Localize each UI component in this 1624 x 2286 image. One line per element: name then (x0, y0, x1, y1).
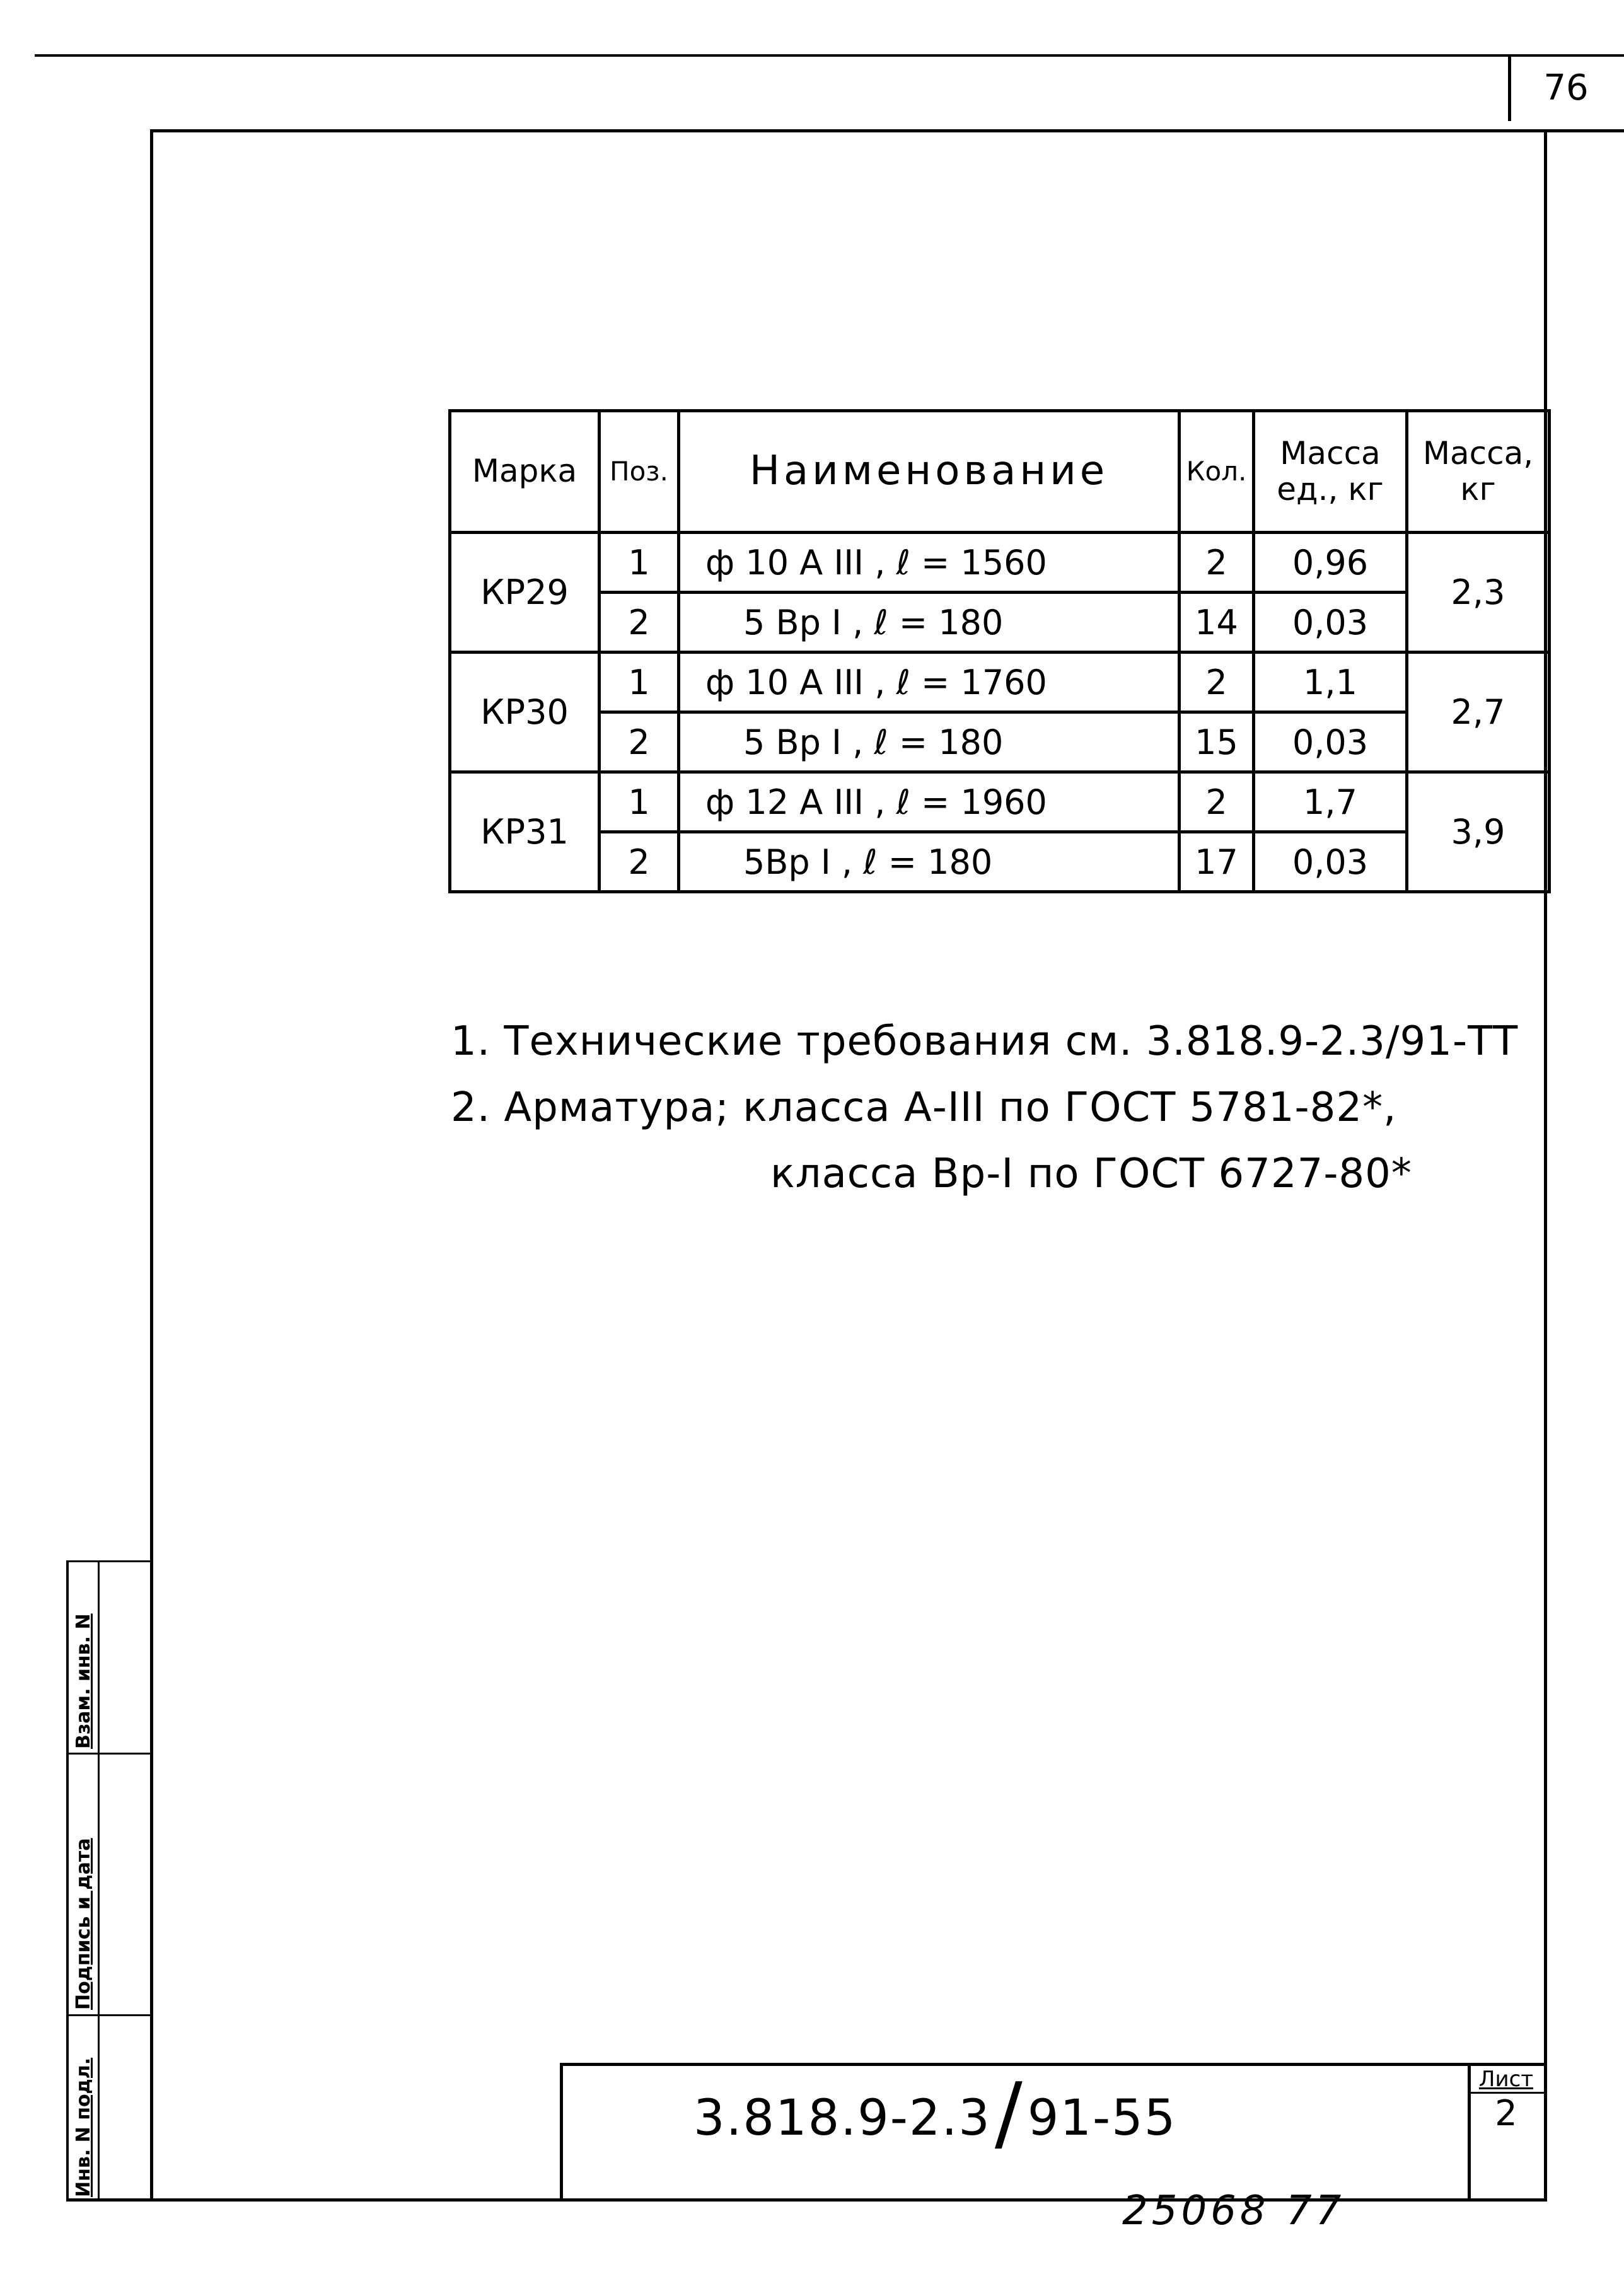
mass-cell: 3,9 (1407, 772, 1550, 892)
stamp-repl-inv: Взам. инв. N (72, 1613, 95, 1749)
table-row (450, 533, 1550, 593)
mark-cell: КР31 (450, 772, 600, 892)
sheet-cell-left (1468, 2063, 1471, 2202)
slash-glyph: / (994, 2065, 1024, 2161)
document-code-right: 91-55 (1027, 2090, 1177, 2147)
pos-cell: 2 (600, 593, 679, 653)
name-cell: 5Вр I , ℓ = 180 (679, 832, 1180, 892)
sheet-value: 2 (1495, 2093, 1517, 2134)
header-name: Наименование (679, 411, 1180, 533)
qty-cell: 2 (1180, 653, 1254, 712)
stamp-sign-date: Подпись и дата (72, 1838, 95, 2010)
unit-mass-cell: 0,03 (1254, 832, 1407, 892)
table-row (450, 832, 1550, 892)
pos-cell: 1 (600, 772, 679, 832)
stamp-outer-left (66, 1560, 69, 2202)
table-row (450, 712, 1550, 772)
qty-cell: 15 (1180, 712, 1254, 772)
unit-mass-cell: 1,7 (1254, 772, 1407, 832)
table-row (450, 653, 1550, 712)
qty-cell: 2 (1180, 772, 1254, 832)
mass-cell: 2,3 (1407, 533, 1550, 653)
pos-cell: 2 (600, 832, 679, 892)
stamp-divider (98, 1560, 100, 2202)
table-row (450, 772, 1550, 832)
unit-mass-cell: 1,1 (1254, 653, 1407, 712)
table-row (450, 593, 1550, 653)
unit-mass-cell: 0,96 (1254, 533, 1407, 593)
specification-table (448, 409, 1551, 893)
top-rule (35, 54, 1624, 57)
stamp-sep-1 (66, 1753, 153, 1755)
header-mark: Марка (450, 411, 600, 533)
pos-cell: 2 (600, 712, 679, 772)
unit-mass-cell: 0,03 (1254, 712, 1407, 772)
mark-cell: КР29 (450, 533, 600, 653)
header-qty: Кол. (1180, 411, 1254, 533)
qty-cell: 14 (1180, 593, 1254, 653)
stamp-top (66, 1560, 153, 1562)
note-2: 2. Арматура; класса А-III по ГОСТ 5781-82*, (451, 1084, 1397, 1131)
document-code-left: 3.818.9-2.3 (693, 2090, 991, 2147)
qty-cell: 2 (1180, 533, 1254, 593)
qty-cell: 17 (1180, 832, 1254, 892)
name-cell: ф 12 A III , ℓ = 1960 (679, 772, 1180, 832)
pos-cell: 1 (600, 653, 679, 712)
mark-cell: КР30 (450, 653, 600, 772)
archive-number: 25068 77 (1122, 2188, 1345, 2234)
pos-cell: 1 (600, 533, 679, 593)
name-cell: 5 Вр I , ℓ = 180 (679, 712, 1180, 772)
stamp-sep-2 (66, 2014, 153, 2016)
header-mass: Масса, кг (1407, 411, 1550, 533)
name-cell: ф 10 A III , ℓ = 1560 (679, 533, 1180, 593)
sheet-label: Лист (1478, 2067, 1534, 2092)
sheet-number: 76 (1543, 67, 1589, 108)
document-code (693, 2058, 1177, 2161)
note-3: класса Вр-I по ГОСТ 6727-80* (770, 1151, 1412, 1197)
unit-mass-cell: 0,03 (1254, 593, 1407, 653)
frame-left (150, 129, 153, 2202)
frame-top (151, 129, 1624, 132)
table-header-row (450, 411, 1550, 533)
header-unit-mass: Масса ед., кг (1254, 411, 1407, 533)
note-1: 1. Технические требования см. 3.818.9-2.3/91-ТТ (451, 1018, 1519, 1065)
stamp-inv-orig: Инв. N подл. (72, 2057, 95, 2197)
mass-cell: 2,7 (1407, 653, 1550, 772)
header-pos: Поз. (600, 411, 679, 533)
name-cell: ф 10 A III , ℓ = 1760 (679, 653, 1180, 712)
title-block-left (560, 2063, 563, 2202)
name-cell: 5 Вр I , ℓ = 180 (679, 593, 1180, 653)
